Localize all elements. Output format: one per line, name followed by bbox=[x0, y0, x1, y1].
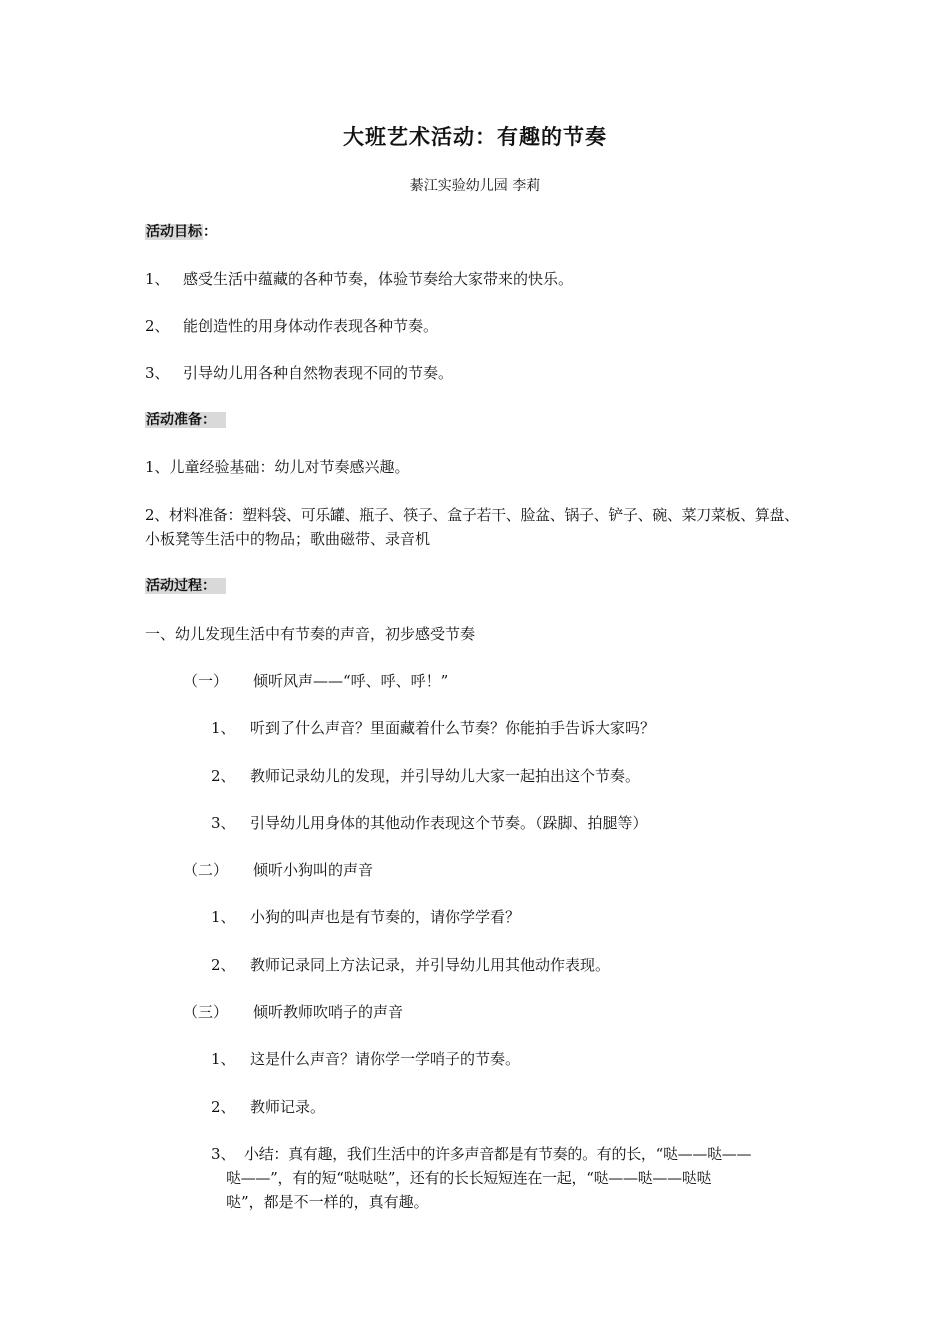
summary-line-3: 哒”，都是不一样的，真有趣。 bbox=[226, 1193, 429, 1211]
goals-heading-label: 活动目标 bbox=[146, 224, 202, 240]
list-item-number: 1、 bbox=[211, 719, 236, 737]
list-item-number: 2、 bbox=[211, 767, 236, 785]
goals-heading bbox=[145, 222, 217, 242]
list-item-number: 1、 bbox=[211, 908, 236, 926]
prep-item-2-line-2: 小板凳等生活中的物品；歌曲磁带、录音机 bbox=[145, 530, 431, 548]
process-part-1: 一、幼儿发现生活中有节奏的声音，初步感受节奏 bbox=[145, 625, 476, 643]
subsection-1 bbox=[183, 671, 448, 691]
author-line: 綦江实验幼儿园 李莉 bbox=[409, 178, 541, 194]
list-item-text: 这是什么声音？请你学一学哨子的节奏。 bbox=[250, 1050, 521, 1068]
goal-item-text: 能创造性的用身体动作表现各种节奏。 bbox=[183, 317, 439, 335]
summary-number: 3、 bbox=[211, 1145, 236, 1163]
goal-item-1 bbox=[145, 269, 573, 289]
list-item-number: 2、 bbox=[211, 956, 236, 974]
summary-line-2: 哒——”，有的短“哒哒哒”，还有的长长短短连在一起，“哒——哒——哒哒 bbox=[226, 1169, 712, 1187]
process-heading-label: 活动过程： bbox=[145, 578, 226, 594]
document-title: 大班艺术活动：有趣的节奏 bbox=[343, 125, 607, 149]
sub3-item-2 bbox=[211, 1097, 325, 1117]
subsection-number: （三） bbox=[183, 1003, 229, 1021]
list-item-text: 小狗的叫声也是有节奏的，请你学学看？ bbox=[250, 908, 521, 926]
subsection-number: （一） bbox=[183, 672, 229, 690]
sub1-item-2 bbox=[211, 766, 640, 786]
subsection-3 bbox=[183, 1002, 403, 1022]
goal-item-text: 感受生活中蕴藏的各种节奏，体验节奏给大家带来的快乐。 bbox=[183, 270, 574, 288]
process-heading bbox=[145, 576, 226, 596]
list-item-number: 3、 bbox=[211, 814, 236, 832]
list-item-text: 听到了什么声音？里面藏着什么节奏？你能拍手告诉大家吗？ bbox=[250, 719, 656, 737]
sub3-item-1 bbox=[211, 1049, 520, 1069]
subsection-2 bbox=[183, 860, 373, 880]
goal-item-number: 3、 bbox=[145, 364, 170, 382]
list-item-text: 教师记录。 bbox=[250, 1098, 326, 1116]
prep-item-2-line-1: 2、材料准备：塑料袋、可乐罐、瓶子、筷子、盒子若干、脸盆、锅子、铲子、碗、菜刀菜板、算盘、 bbox=[145, 506, 799, 524]
subsection-number: （二） bbox=[183, 861, 229, 879]
goal-item-3 bbox=[145, 363, 453, 383]
list-item-text: 教师记录幼儿的发现，并引导幼儿大家一起拍出这个节奏。 bbox=[250, 767, 641, 785]
goals-heading-colon: ： bbox=[203, 224, 217, 240]
goal-item-text: 引导幼儿用各种自然物表现不同的节奏。 bbox=[183, 364, 454, 382]
goal-item-number: 2、 bbox=[145, 317, 170, 335]
subsection-title: 倾听教师吹哨子的声音 bbox=[253, 1003, 404, 1021]
subsection-title: 倾听小狗叫的声音 bbox=[253, 861, 374, 879]
subsection-title: 倾听风声——“呼、呼、呼！” bbox=[253, 672, 449, 690]
sub2-item-1 bbox=[211, 907, 520, 927]
sub2-item-2 bbox=[211, 955, 610, 975]
list-item-text: 教师记录同上方法记录，并引导幼儿用其他动作表现。 bbox=[250, 956, 611, 974]
prep-heading bbox=[145, 410, 226, 430]
sub1-item-1 bbox=[211, 718, 655, 738]
goal-item-number: 1、 bbox=[145, 270, 170, 288]
goal-item-2 bbox=[145, 316, 438, 336]
list-item-text: 引导幼儿用身体的其他动作表现这个节奏。（跺脚、拍腿等） bbox=[250, 814, 648, 832]
summary-line-1: 小结：真有趣，我们生活中的许多声音都是有节奏的。有的长，“哒——哒—— bbox=[244, 1145, 752, 1163]
prep-heading-label: 活动准备： bbox=[145, 412, 226, 428]
list-item-number: 2、 bbox=[211, 1098, 236, 1116]
prep-item-1: 1、儿童经验基础：幼儿对节奏感兴趣。 bbox=[145, 458, 410, 476]
list-item-number: 1、 bbox=[211, 1050, 236, 1068]
sub1-item-3 bbox=[211, 813, 648, 833]
